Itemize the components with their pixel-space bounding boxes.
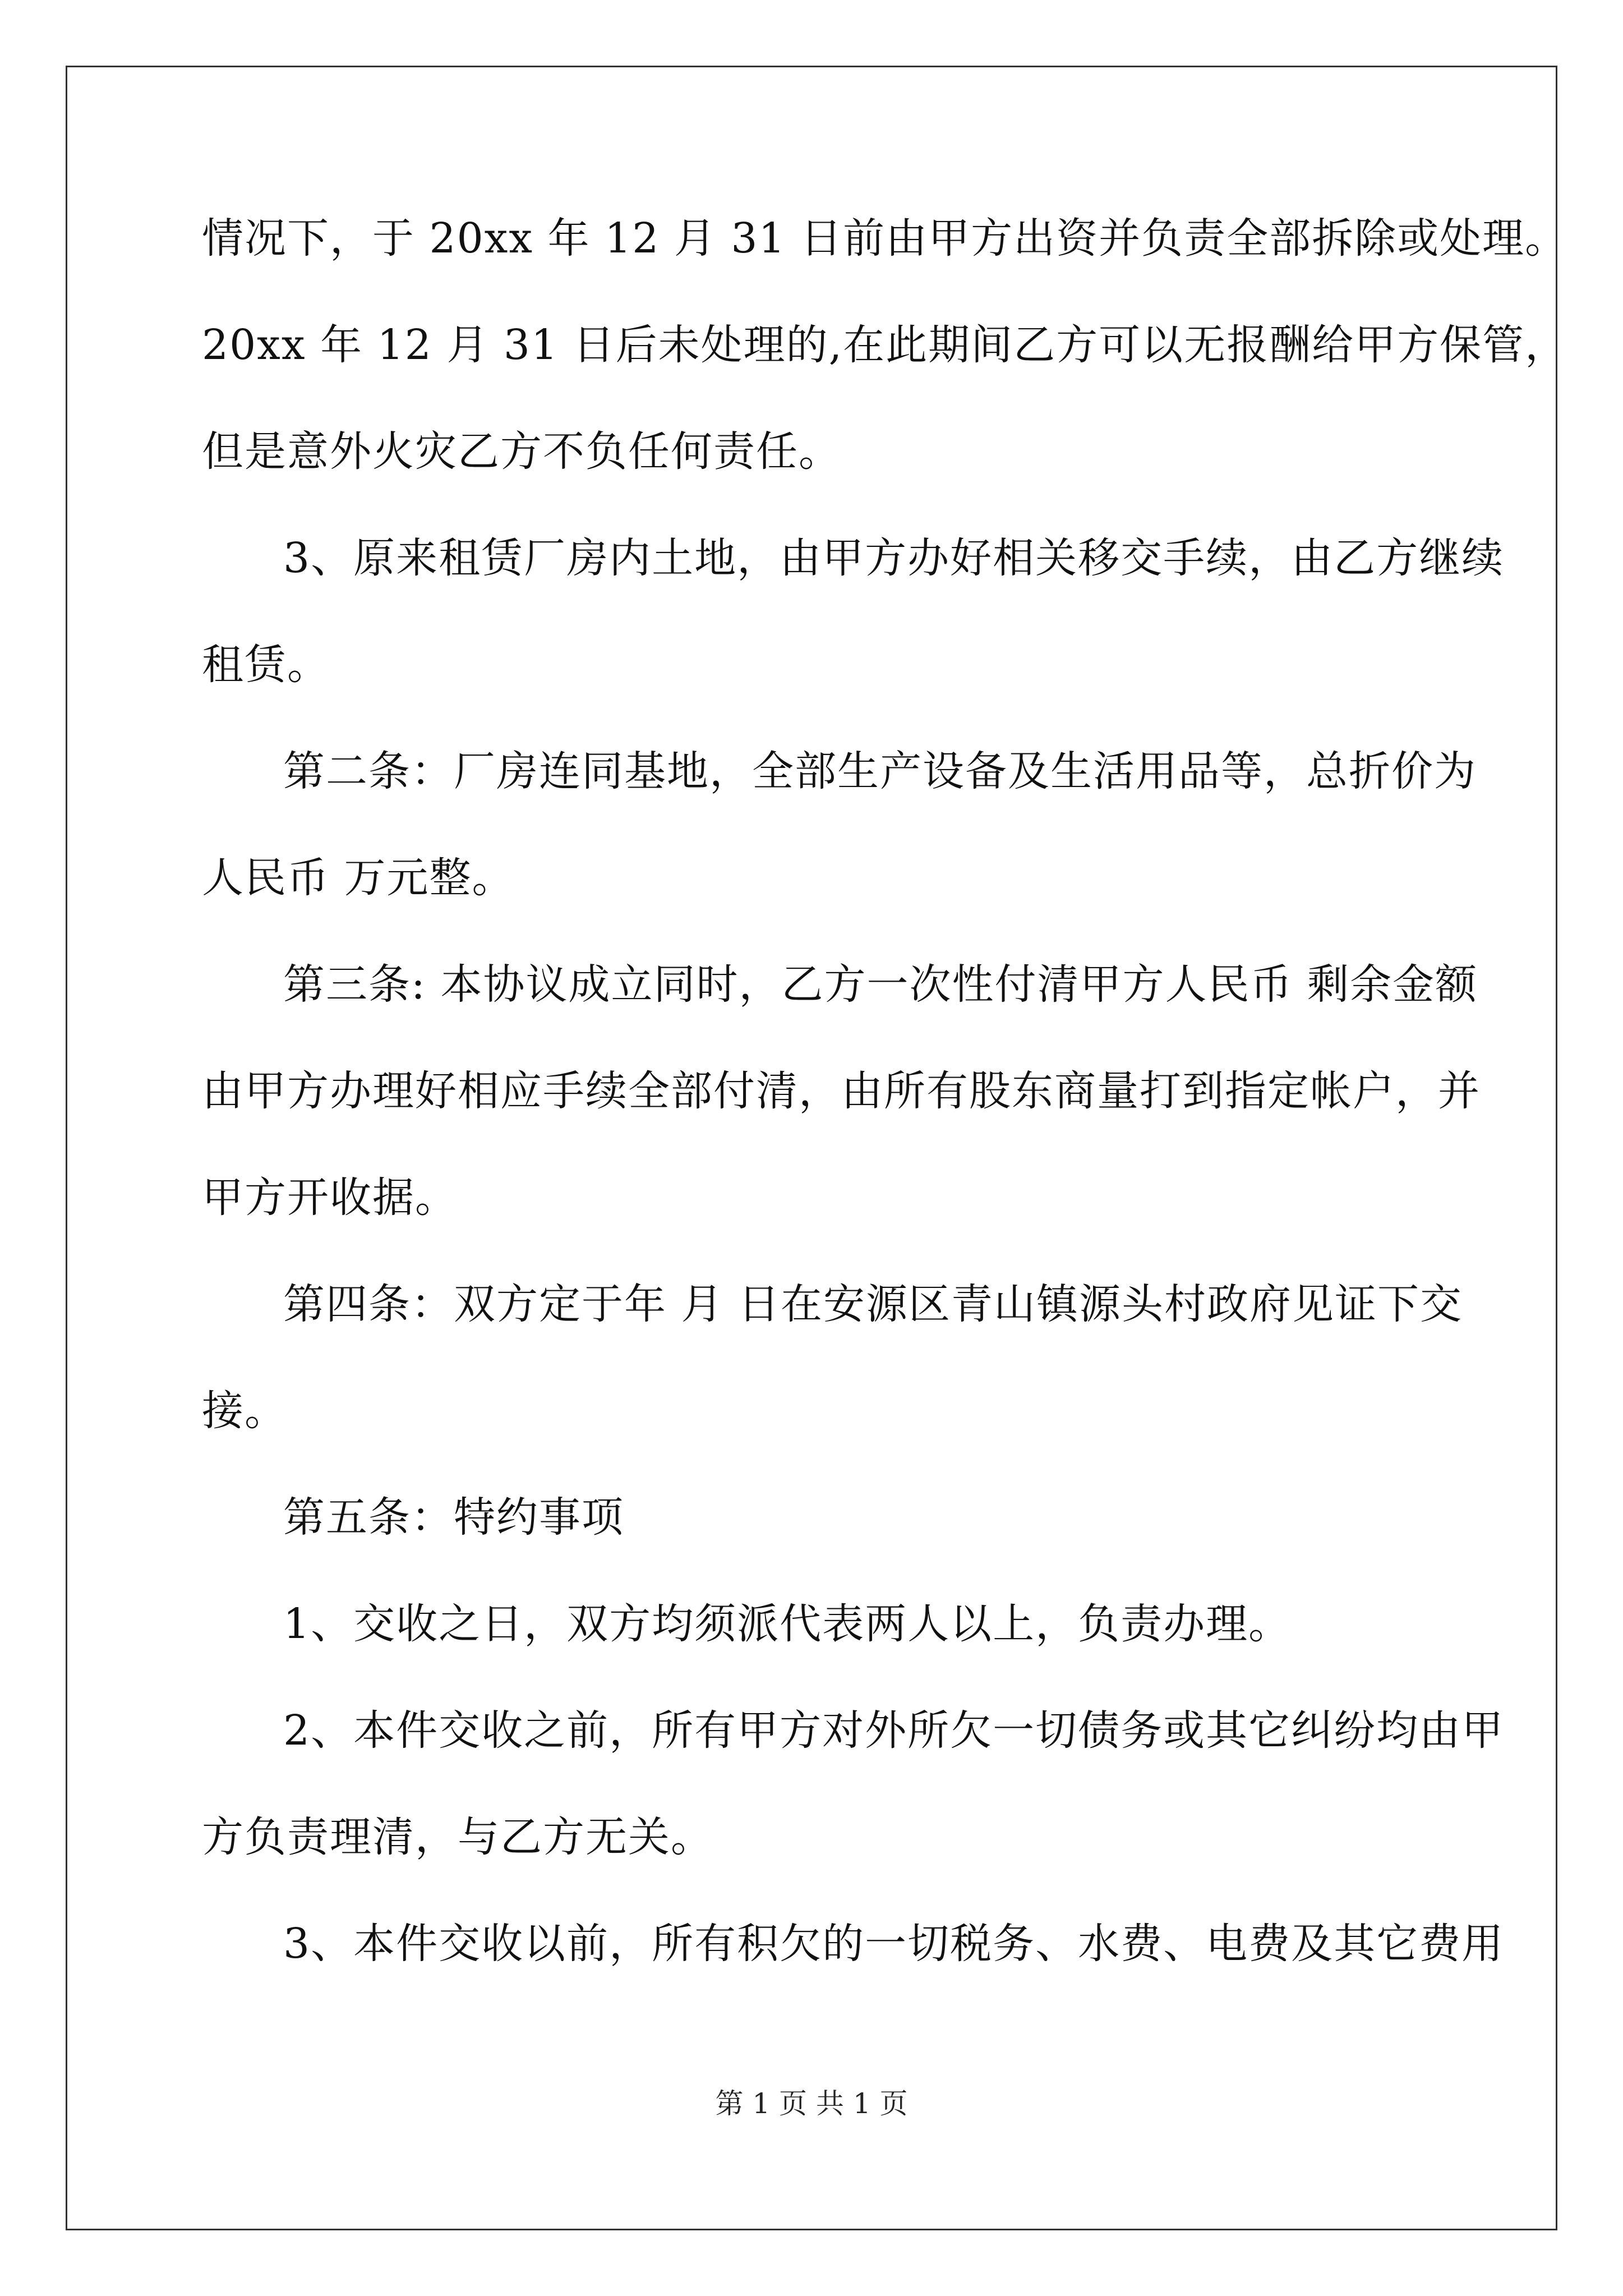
text-line: 3、本件交收以前，所有积欠的一切税务、水费、电费及其它费用 <box>283 1920 1505 1968</box>
text-line: 但是意外火灾乙方不负任何责任。 <box>202 427 841 476</box>
text-line: 2、本件交收之前，所有甲方对外所欠一切债务或其它纠纷均由甲 <box>283 1706 1505 1755</box>
text-line: 第五条：特约事项 <box>283 1493 624 1542</box>
text-line: 第四条：双方定于年 月 日在安源区青山镇源头村政府见证下交 <box>283 1280 1463 1328</box>
text-line: 方负责理清，与乙方无关。 <box>202 1813 713 1861</box>
text-line: 3、原来租赁厂房内土地，由甲方办好相关移交手续，由乙方继续 <box>283 534 1505 582</box>
text-line: 1、交收之日，双方均须派代表两人以上，负责办理。 <box>283 1600 1292 1648</box>
text-line: 人民币 万元整。 <box>202 854 515 902</box>
text-line: 甲方开收据。 <box>202 1174 458 1222</box>
text-line: 情况下，于 20xx 年 12 月 31 日前由甲方出资并负责全部拆除或处理。 <box>202 214 1568 263</box>
text-line: 20xx 年 12 月 31 日后未处理的,在此期间乙方可以无报酬给甲方保管， <box>202 321 1568 369</box>
text-line: 由甲方办理好相应手续全部付清，由所有股东商量打到指定帐户，并 <box>202 1067 1481 1115</box>
page-footer: 第 1 页 共 1 页 <box>715 2087 908 2120</box>
text-line: 第三条: 本协议成立同时，乙方一次性付清甲方人民币 剩余金额 <box>283 960 1478 1009</box>
text-line: 接。 <box>202 1387 287 1435</box>
text-line: 第二条：厂房连同基地，全部生产设备及生活用品等，总折价为 <box>283 747 1477 795</box>
text-line: 租赁。 <box>202 641 330 689</box>
